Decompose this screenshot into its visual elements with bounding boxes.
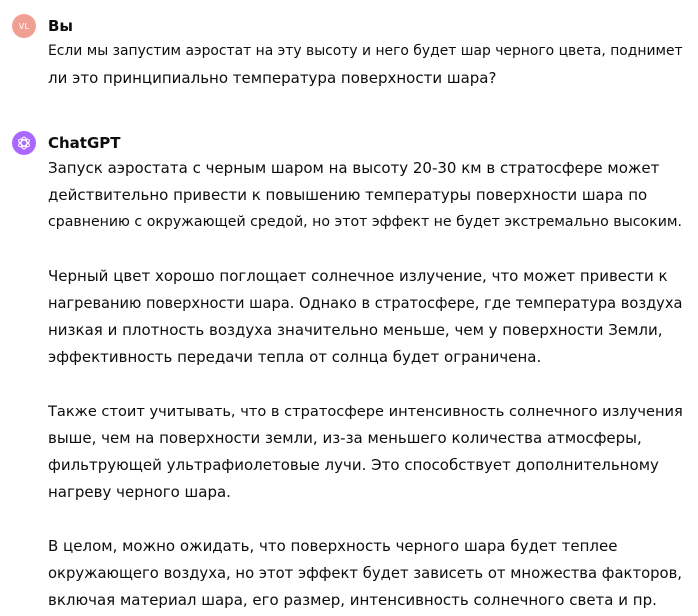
user-message-line: ли это принципиально температура поверхности шара? xyxy=(48,69,497,87)
assistant-line: эффективность передачи тепла от солнца будет ограничена. xyxy=(48,348,542,366)
assistant-message-body xyxy=(48,155,686,614)
assistant-line: Черный цвет хорошо поглощает солнечное излучение, что может привести к xyxy=(48,267,668,285)
assistant-line: В целом, можно ожидать, что поверхность черного шара будет теплее xyxy=(48,537,618,555)
user-avatar-initials: VL xyxy=(18,21,30,31)
assistant-line: фильтрующей ультрафиолетовые лучи. Это способствует дополнительному xyxy=(48,456,659,474)
assistant-paragraph xyxy=(48,155,686,236)
assistant-line: низкая и плотность воздуха значительно меньше, чем у поверхности Земли, xyxy=(48,321,663,339)
user-message-text xyxy=(48,38,686,92)
user-author-name: Вы xyxy=(48,17,73,35)
assistant-paragraph xyxy=(48,398,686,506)
assistant-paragraph xyxy=(48,263,686,371)
openai-logo-icon xyxy=(16,135,32,151)
assistant-line: выше, чем на поверхности земли, из-за меньшего количества атмосферы, xyxy=(48,429,642,447)
assistant-line: сравнению с окружающей средой, но этот эффект не будет экстремально высоким. xyxy=(48,214,683,230)
chatgpt-avatar xyxy=(12,131,36,155)
assistant-line: включая материал шара, его размер, интенсивность солнечного света и пр. xyxy=(48,591,657,609)
assistant-paragraph xyxy=(48,533,686,614)
assistant-message-content xyxy=(48,131,686,614)
assistant-line: действительно привести к повышению температуры поверхности шара по xyxy=(48,186,648,204)
user-message-line: Если мы запустим аэростат на эту высоту и него будет шар черного цвета, поднимет xyxy=(48,43,683,59)
assistant-line: нагреву черного шара. xyxy=(48,483,231,501)
user-avatar xyxy=(12,14,36,38)
assistant-line: Также стоит учитывать, что в стратосфере интенсивность солнечного излучения xyxy=(48,403,683,420)
assistant-line: нагреванию поверхности шара. Однако в стратосфере, где температура воздуха xyxy=(48,295,683,312)
assistant-line: Запуск аэростата с черным шаром на высоту 20-30 км в стратосфере может xyxy=(48,159,660,177)
assistant-author-name: ChatGPT xyxy=(48,134,121,152)
user-message-content xyxy=(48,14,686,92)
assistant-line: окружающего воздуха, но этот эффект будет зависеть от множества факторов, xyxy=(48,565,682,582)
